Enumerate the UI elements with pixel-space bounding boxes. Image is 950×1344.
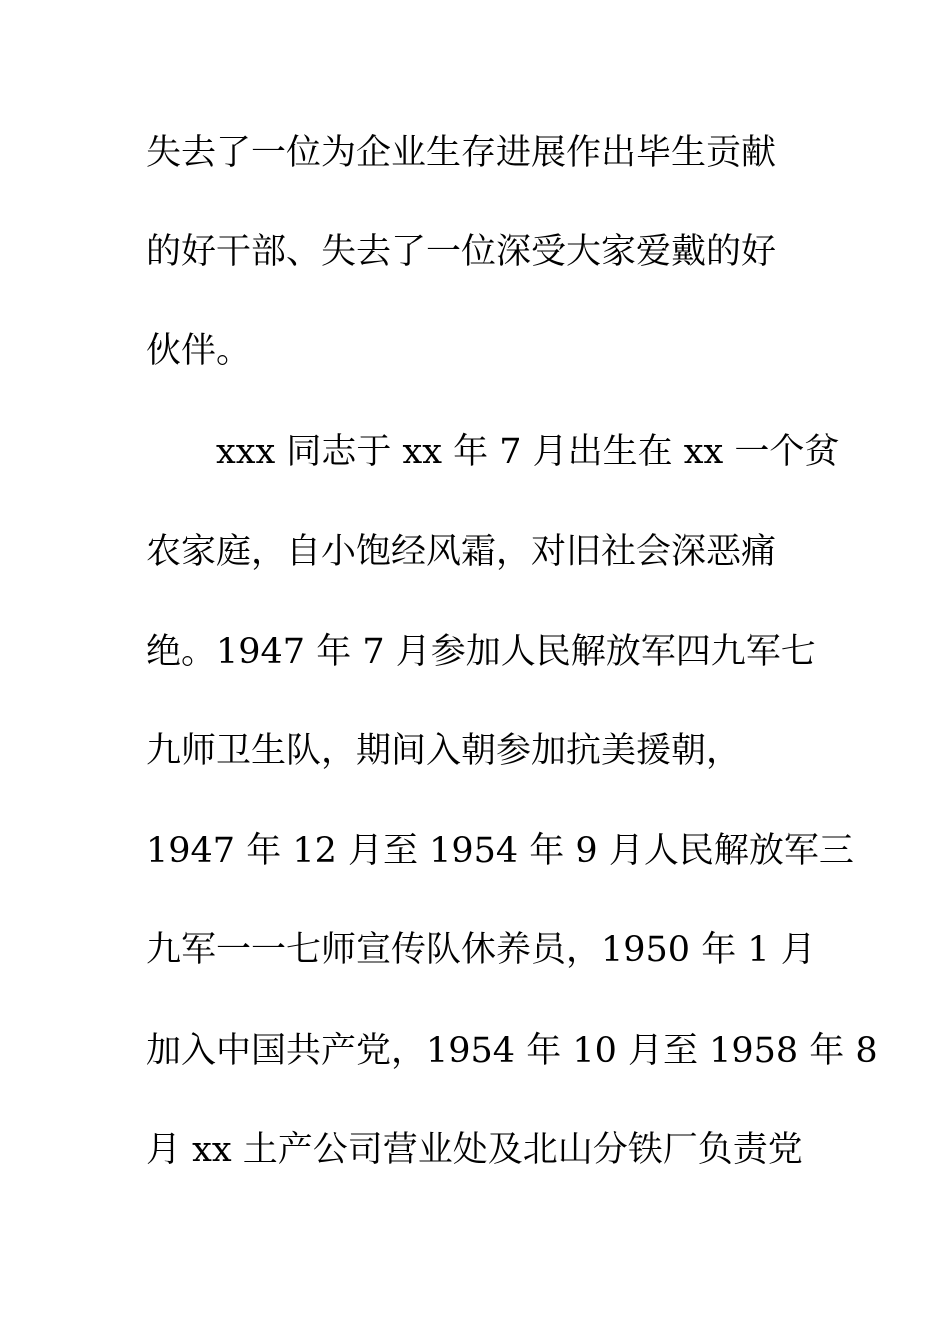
paragraph-line-11: 月 xx 土产公司营业处及北山分铁厂负责党	[146, 1130, 803, 1170]
paragraph-line-7: 九师卫生队，期间入朝参加抗美援朝，	[146, 731, 742, 771]
paragraph-line-6: 绝。1947 年 7 月参加人民解放军四九军七	[146, 632, 816, 672]
paragraph-line-3: 伙伴。	[146, 331, 252, 371]
paragraph-line-2: 的好干部、失去了一位深受大家爱戴的好	[146, 232, 777, 272]
paragraph-line-5: 农家庭，自小饱经风霜，对旧社会深恶痛	[146, 532, 777, 572]
paragraph-line-9: 九军一一七师宣传队休养员，1950 年 1 月	[146, 930, 816, 970]
paragraph-line-10: 加入中国共产党，1954 年 10 月至 1958 年 8	[146, 1031, 878, 1071]
paragraph-line-4: xxx 同志于 xx 年 7 月出生在 xx 一个贫	[216, 432, 840, 472]
paragraph-line-8: 1947 年 12 月至 1954 年 9 月人民解放军三	[146, 831, 854, 871]
paragraph-line-1: 失去了一位为企业生存进展作出毕生贡献	[146, 133, 777, 173]
